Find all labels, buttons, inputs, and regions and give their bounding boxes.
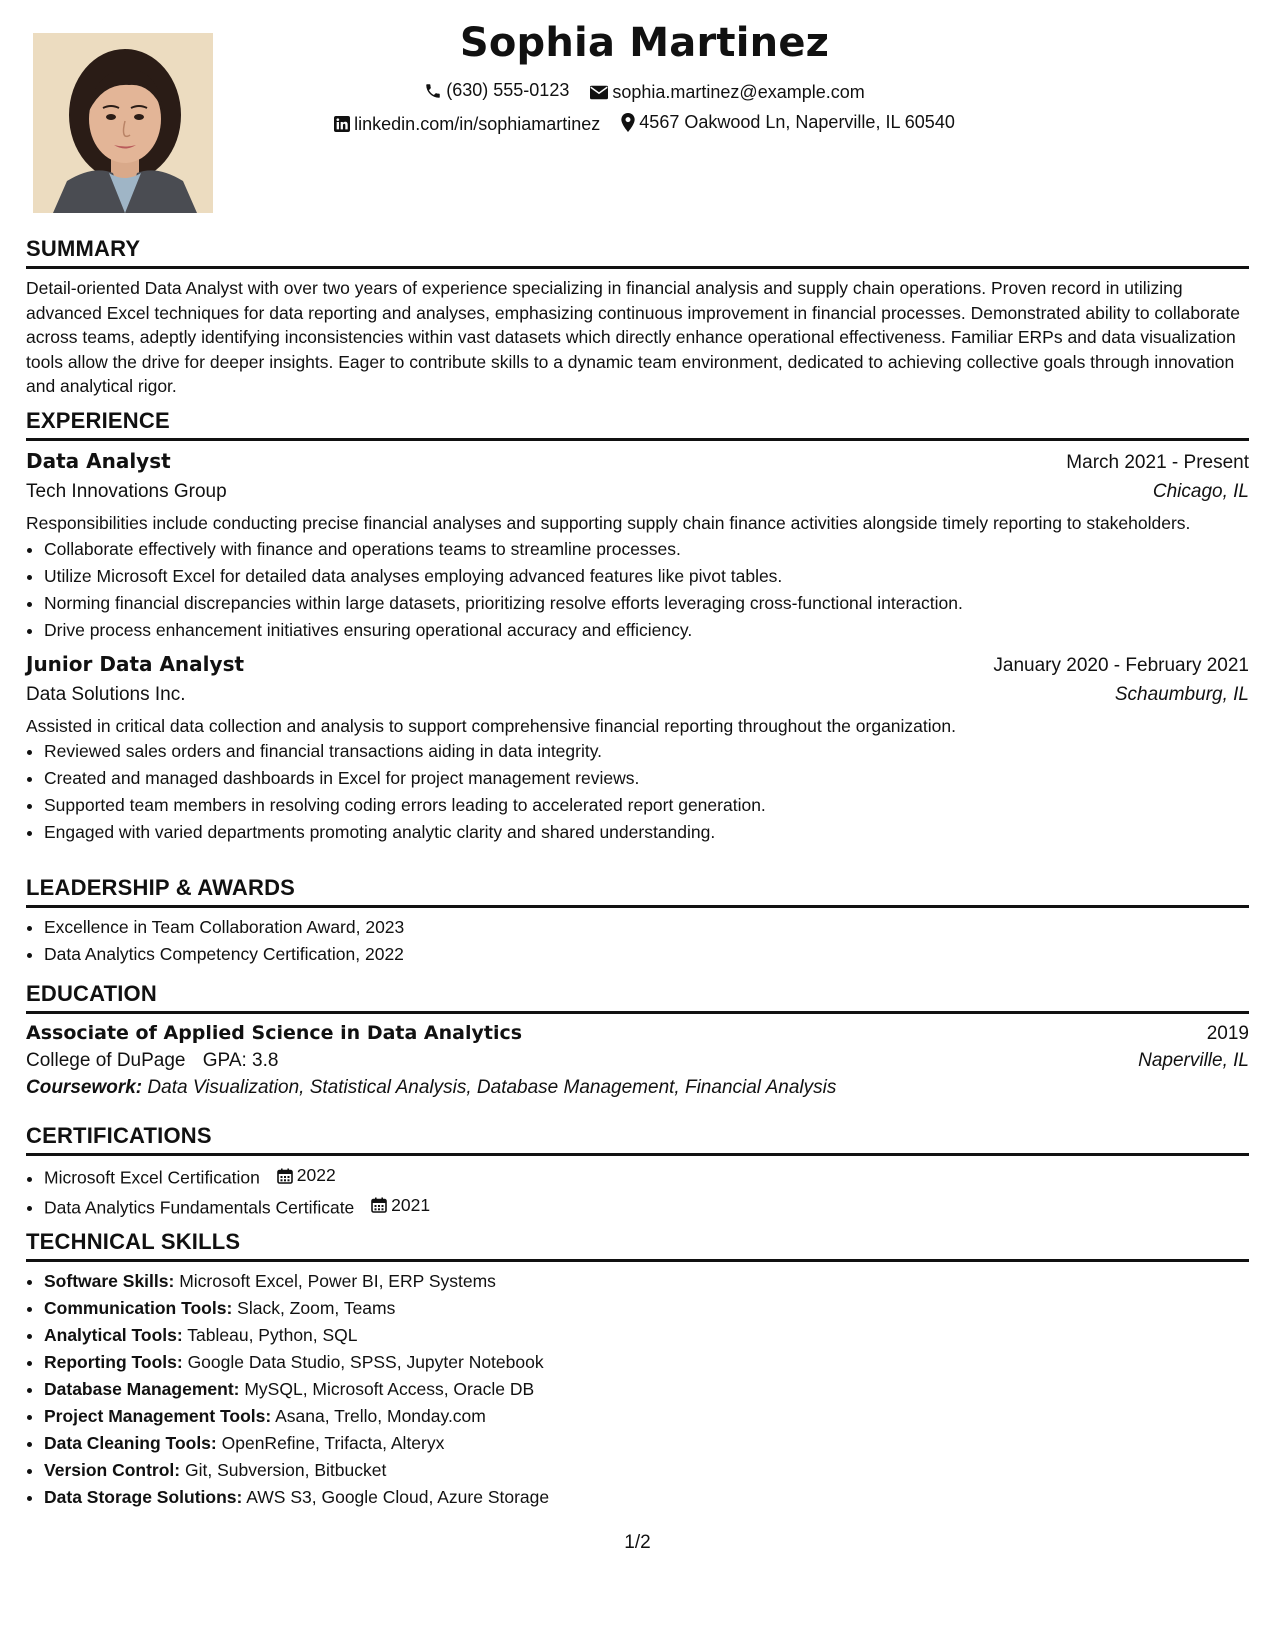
list-item [44, 1484, 1249, 1511]
list-item [44, 1430, 1249, 1457]
list-item [44, 1349, 1249, 1376]
skill-label: Database Management: [44, 1379, 240, 1399]
skill-label: Project Management Tools: [44, 1406, 272, 1426]
job-company: Tech Innovations Group [26, 481, 227, 502]
experience-heading: EXPERIENCE [26, 408, 1249, 441]
skills-section [26, 1229, 1249, 1511]
linkedin-icon [334, 116, 350, 132]
list-item: • Collaborate effectively with finance and operations teams to streamline processes. [44, 536, 1249, 563]
location-pin-icon [621, 113, 635, 132]
skill-value: Git, Subversion, Bitbucket [185, 1460, 387, 1480]
school-info [26, 1050, 278, 1072]
education-section [26, 981, 1249, 1099]
certification-year: 2021 [391, 1194, 431, 1215]
coursework [26, 1077, 1249, 1099]
page-number: 1/2 [624, 1532, 651, 1553]
gpa: GPA: 3.8 [202, 1050, 279, 1071]
list-item: • Created and managed dashboards in Excel for project management reviews. [44, 765, 1249, 792]
degree-name: Associate of Applied Science in Data Analytics [26, 1022, 523, 1044]
list-item: • Supported team members in resolving coding errors leading to accelerated report generation. [44, 792, 1249, 819]
email-text: sophia.martinez@example.com [612, 81, 865, 102]
skill-value: Slack, Zoom, Teams [237, 1298, 396, 1318]
phone-icon [424, 82, 442, 100]
certification-name: Microsoft Excel Certification [44, 1167, 260, 1188]
skill-value: Tableau, Python, SQL [187, 1325, 358, 1345]
job-location: Chicago, IL [1152, 481, 1249, 502]
coursework-label: Coursework: [26, 1077, 143, 1098]
envelope-icon [590, 85, 608, 100]
list-item [44, 1403, 1249, 1430]
job-description: Responsibilities include conducting precise financial analyses and supporting supply chain finance activities alongside timely reporting to stakeholders. [26, 513, 1191, 533]
summary-heading: SUMMARY [26, 236, 1249, 269]
list-item: • Data Analytics Competency Certification, 2022 [44, 941, 1249, 968]
job-title: Junior Data Analyst [26, 651, 245, 676]
job-header [26, 449, 1249, 474]
calendar-icon [277, 1168, 293, 1184]
phone-text: (630) 555-0123 [446, 80, 570, 100]
skill-label: Version Control: [44, 1460, 181, 1480]
contact-line-2 [40, 112, 1249, 137]
job-title: Data Analyst [26, 449, 171, 473]
list-item: • Excellence in Team Collaboration Award, 2023 [44, 914, 1249, 941]
list-item [44, 1322, 1249, 1349]
job-description: Assisted in critical data collection and analysis to support comprehensive financial reporting throughout the organization. [26, 715, 956, 736]
certification-name: Data Analytics Fundamentals Certificate [44, 1197, 355, 1217]
certifications-list [26, 1162, 1249, 1221]
education-heading: EDUCATION [26, 981, 1249, 1014]
list-item: • Reviewed sales orders and financial transactions aiding in data integrity. [44, 738, 1249, 765]
list-item: • Engaged with varied departments promoting analytic clarity and shared understanding. [44, 819, 1249, 846]
calendar-icon [371, 1197, 387, 1213]
job-entry [26, 652, 1249, 847]
skill-label: Analytical Tools: [44, 1325, 183, 1345]
certification-date [371, 1192, 430, 1219]
address-text: 4567 Oakwood Ln, Naperville, IL 60540 [639, 112, 955, 132]
skill-value: MySQL, Microsoft Access, Oracle DB [244, 1379, 535, 1399]
job-dates: January 2020 - February 2021 [993, 654, 1249, 676]
school-location: Naperville, IL [1138, 1050, 1249, 1071]
job-bullets [26, 738, 1249, 846]
job-header [26, 652, 1249, 677]
skill-label: Data Storage Solutions: [44, 1487, 243, 1507]
job-subheader [26, 684, 1249, 706]
skill-label: Communication Tools: [44, 1298, 233, 1318]
skill-value: Google Data Studio, SPSS, Jupyter Notebook [187, 1352, 544, 1372]
job-dates: March 2021 - Present [1066, 452, 1249, 473]
linkedin-contact[interactable] [334, 114, 600, 135]
leadership-heading: LEADERSHIP & AWARDS [26, 875, 1249, 908]
skill-label: Reporting Tools: [44, 1352, 183, 1372]
summary-text: Detail-oriented Data Analyst with over two years of experience specializing in financial analysis and supply chain operations. Proven record in utilizing advanced Excel techniques for data reporting and analyses, emphasizing continuous improvement in financial processes. Demonstrated ability to collaborate across teams, adeptly identifying inconsistencies within vast datasets which directly enhance operational effectiveness. Familiar ERPs and data visualization tools allow the drive for deeper insights. Eager to contribute skills to a dynamic team environment, dedicated to achieving collective goals through innovation and analytical rigor. [26, 278, 1241, 396]
candidate-name: Sophia Martinez [459, 20, 830, 66]
graduation-year: 2019 [1206, 1023, 1249, 1044]
skills-heading: TECHNICAL SKILLS [26, 1229, 1249, 1262]
skill-value: OpenRefine, Trifacta, Alteryx [221, 1433, 445, 1453]
leadership-section [26, 875, 1249, 968]
job-location: Schaumburg, IL [1114, 683, 1249, 705]
skill-value: Asana, Trello, Monday.com [275, 1406, 486, 1426]
skill-label: Data Cleaning Tools: [44, 1433, 217, 1453]
school-name: College of DuPage [26, 1050, 186, 1071]
job-bullets [26, 536, 1249, 644]
experience-section [26, 408, 1249, 846]
job-subheader [26, 481, 1249, 503]
list-item [44, 1376, 1249, 1403]
linkedin-text: linkedin.com/in/sophiamartinez [354, 113, 601, 134]
contact-line-1 [40, 80, 1249, 105]
certifications-section [26, 1123, 1249, 1221]
list-item: • Norming financial discrepancies within large datasets, prioritizing resolve efforts leveraging cross-functional interaction. [44, 590, 1249, 617]
job-entry [26, 449, 1249, 644]
list-item [44, 1192, 1249, 1222]
resume-page [26, 0, 1249, 1650]
list-item [44, 1162, 1249, 1192]
skill-value: Microsoft Excel, Power BI, ERP Systems [179, 1271, 496, 1291]
list-item: • Utilize Microsoft Excel for detailed data analyses employing advanced features like pivot tables. [44, 563, 1249, 590]
email-contact[interactable] [590, 82, 864, 103]
job-company: Data Solutions Inc. [26, 683, 186, 705]
coursework-list: Data Visualization, Statistical Analysis, Database Management, Financial Analysis [147, 1077, 837, 1098]
phone-contact[interactable] [424, 80, 569, 101]
awards-list [26, 914, 1249, 968]
summary-section [26, 236, 1249, 399]
skill-label: Software Skills: [44, 1271, 175, 1291]
certification-year: 2022 [296, 1165, 336, 1185]
certifications-heading: CERTIFICATIONS [26, 1123, 1249, 1156]
school-row [26, 1050, 1249, 1072]
list-item [44, 1268, 1249, 1295]
skills-list [26, 1268, 1249, 1511]
list-item [44, 1457, 1249, 1484]
certification-date [277, 1162, 336, 1189]
skill-value: AWS S3, Google Cloud, Azure Storage [246, 1487, 550, 1507]
address-contact [621, 112, 955, 133]
list-item [44, 1295, 1249, 1322]
degree-row [26, 1022, 1249, 1045]
list-item: • Drive process enhancement initiatives ensuring operational accuracy and efficiency. [44, 617, 1249, 644]
